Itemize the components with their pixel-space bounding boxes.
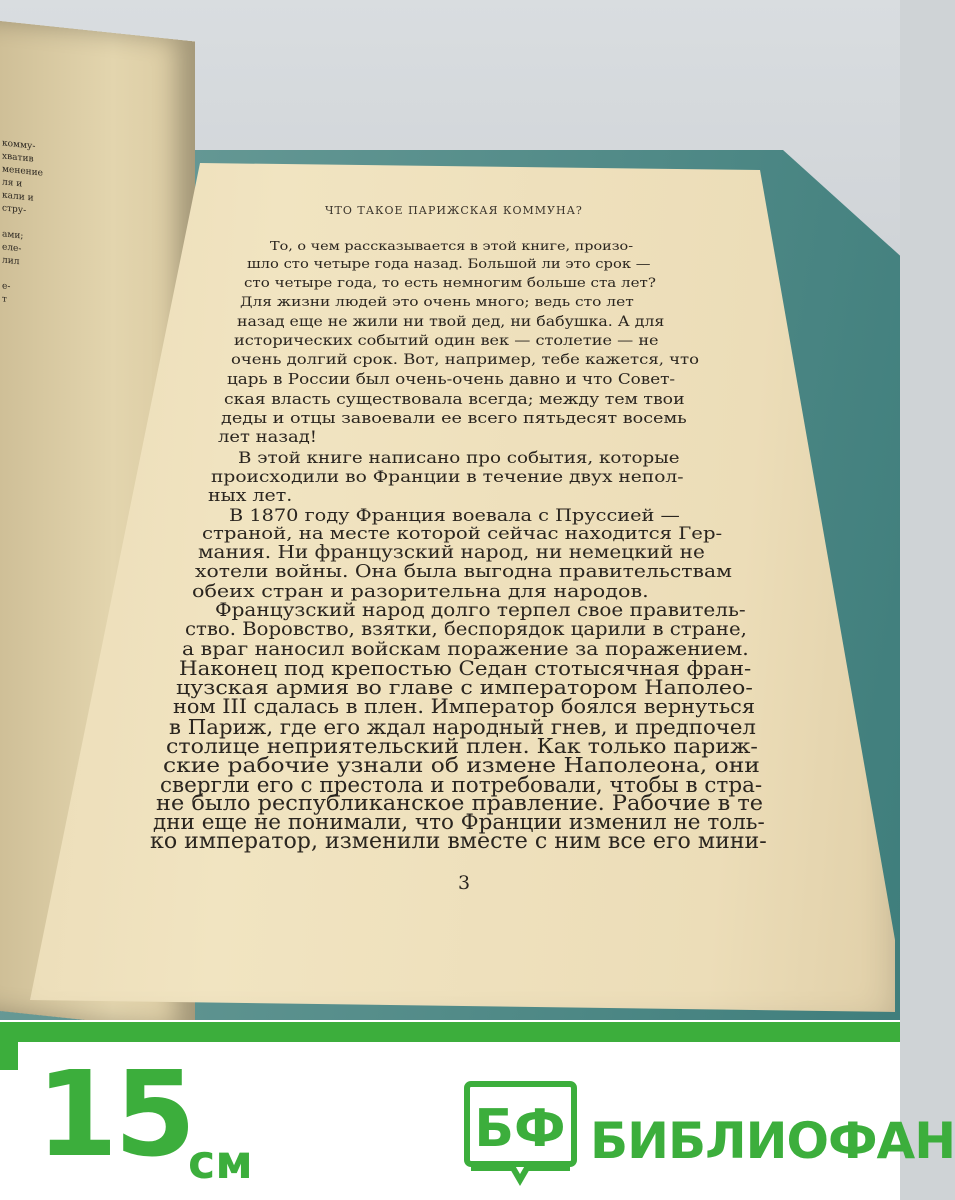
text-line: царь в России был очень-очень давно и что Совет- [227, 371, 676, 389]
text-line: В 1870 году Франция воевала с Пруссией — [229, 504, 681, 525]
left-fragment: т [2, 294, 7, 305]
text-line: То, о чем рассказывается в этой книге, произо- [270, 237, 634, 253]
text-line: очень долгий срок. Вот, например, тебе кажется, что [230, 352, 699, 369]
banner-top-bar [0, 1022, 900, 1042]
text-line: дни еще не понимали, что Франции изменил не толь- [153, 809, 766, 835]
left-fragment: е- [2, 281, 11, 293]
text-line: деды и отцы завоевали ее всего пятьдесят восемь [220, 409, 687, 428]
text-line: цузская армия во главе с императором Наполео- [175, 676, 753, 700]
text-line: исторических событий один век — столетие — не [233, 333, 659, 350]
text-line: ко император, изменили вместе с ним все его мини- [150, 829, 767, 854]
text-line: столице неприятельский плен. Как только париж- [166, 733, 759, 758]
text-line: ных лет. [208, 485, 293, 505]
text-line: в Париж, где его ждал народный гнев, и предпочел [169, 714, 757, 739]
chapter-heading: ЧТО ТАКОЕ ПАРИЖСКАЯ КОММУНА? [325, 204, 583, 217]
text-line: хотели войны. Она была выгодна правительствам [195, 561, 733, 582]
text-line: Французский народ долго терпел свое правитель- [214, 600, 746, 622]
page-number: 3 [458, 872, 471, 894]
text-line: В этой книге написано про события, которые [238, 447, 680, 467]
text-line: происходили во Франции в течение двух непол- [211, 466, 684, 486]
left-fragment: стру- [2, 203, 27, 216]
banner-left-bar [0, 1022, 18, 1070]
text-line: назад еще не жили ни твой дед, ни бабушка. А для [237, 314, 665, 331]
text-line: ном III сдалась в плен. Император боялся вернуться [172, 695, 755, 719]
text-line: ские рабочие узнали об измене Наполеона, они [162, 752, 760, 777]
text-line: шло сто четыре года назад. Большой ли это срок — [246, 256, 651, 272]
text-line: страной, на месте которой сейчас находится Гер- [201, 523, 722, 544]
text-line: сто четыре года, то есть немногим больше ста лет? [243, 275, 656, 291]
left-fragment: ами; [2, 229, 24, 242]
logo-name: БИБЛИОФАН [590, 1112, 955, 1170]
text-line: Для жизни людей это очень много; ведь сто лет [240, 294, 635, 310]
size-unit: см [188, 1135, 253, 1189]
left-fragment: менение [2, 164, 43, 179]
left-fragment: хватив [2, 151, 34, 165]
left-fragment: лил [2, 255, 20, 268]
text-line: не было республиканское правление. Рабочие в те [156, 790, 764, 816]
left-fragment: еле- [2, 242, 22, 255]
text-line: ская власть существовала всегда; между тем твои [224, 390, 685, 409]
left-fragment: комму- [2, 138, 36, 152]
text-line: свергли его с престола и потребовали, чтобы в стра- [159, 771, 762, 797]
text-line: мания. Ни французский народ, ни немецкий не [198, 542, 706, 563]
text-line: Наконец под крепостью Седан стотысячная фран- [179, 657, 752, 681]
text-line: лет назад! [217, 428, 317, 447]
text-line: а враг наносил войскам поражение за поражением. [182, 638, 750, 661]
text-line: ство. Воровство, взятки, беспорядок царили в стране, [185, 619, 748, 641]
left-fragment: ля и [2, 177, 23, 190]
size-number: 15 [36, 1045, 193, 1183]
left-page-text [2, 137, 52, 311]
text-line: обеих стран и разорительна для народов. [191, 581, 649, 603]
left-fragment: кали и [2, 190, 34, 204]
book-logo-icon [463, 1080, 578, 1190]
logo-letters: БФ [474, 1099, 566, 1159]
